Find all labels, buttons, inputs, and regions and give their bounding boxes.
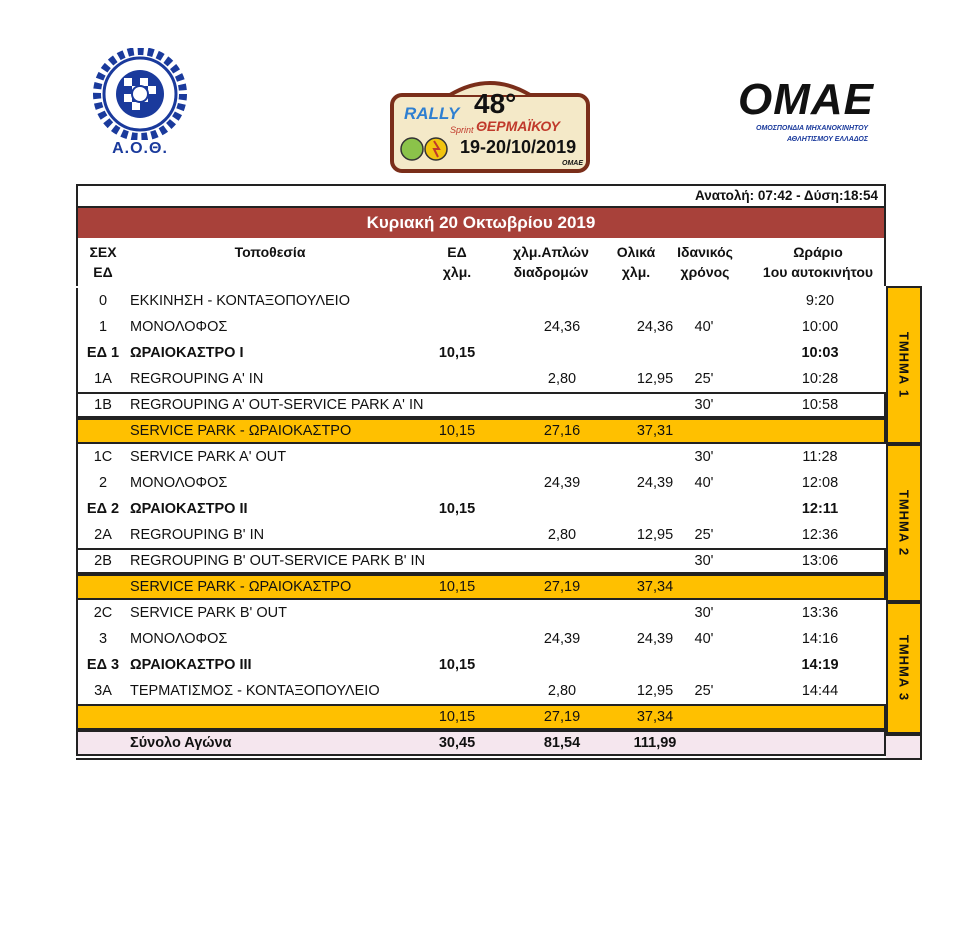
table-row	[76, 444, 886, 470]
cell-tot: 12,95	[636, 371, 674, 387]
cell-sec: ΕΔ 1	[86, 345, 120, 361]
cell-sch: 13:36	[801, 605, 839, 621]
table-header	[76, 238, 886, 286]
cell-loc: SERVICE PARK - ΩΡΑΙΟΚΑΣΤΡΟ	[130, 423, 352, 439]
cell-loc: REGROUPING B' IN	[130, 527, 265, 543]
cell-spl: 27,19	[543, 579, 581, 595]
cell-sch: 12:36	[801, 527, 839, 543]
cell-sec: 2C	[93, 605, 113, 621]
cell-sec: 1C	[93, 449, 113, 465]
table-row	[76, 314, 886, 340]
cell-ide: 30'	[694, 605, 714, 621]
cell-loc: SERVICE PARK - ΩΡΑΙΟΚΑΣΤΡΟ	[130, 579, 352, 595]
cell-sch: 14:16	[801, 631, 839, 647]
cell-tot: 37,34	[636, 579, 674, 595]
omae-wordmark: OMAE	[738, 75, 874, 124]
cell-tot: 37,34	[636, 709, 674, 725]
table-row	[76, 288, 886, 314]
cell-loc: Σύνολο Αγώνα	[130, 735, 232, 751]
omae-subtitle-1: ΟΜΟΣΠΟΝΔΙΑ ΜΗΧΑΝΟΚΙΝΗΤΟΥ	[756, 125, 868, 132]
table-row	[76, 496, 886, 522]
cell-spl: 2,80	[547, 683, 577, 699]
cell-sec: 3	[98, 631, 108, 647]
cell-loc: REGROUPING A' OUT-SERVICE PARK A' IN	[130, 397, 424, 413]
cell-spl: 2,80	[547, 527, 577, 543]
svg-text:19-20/10/2019: 19-20/10/2019	[460, 137, 577, 157]
table-row	[76, 366, 886, 392]
cell-loc: ΩΡΑΙΟΚΑΣΤΡΟ ΙΙ	[130, 501, 248, 517]
cell-sch: 10:00	[801, 319, 839, 335]
cell-sch: 14:19	[801, 657, 839, 673]
svg-text:ΘΕΡΜΑΪΚΟΥ: ΘΕΡΜΑΪΚΟΥ	[476, 118, 560, 134]
table-row	[76, 392, 886, 418]
cell-spl: 24,39	[543, 631, 581, 647]
header-location: Τοποθεσία	[234, 244, 306, 260]
svg-text:Sprint: Sprint	[450, 125, 474, 135]
cell-ide: 30'	[694, 553, 714, 569]
section-2-label: ΤΜΗΜΑ 2	[886, 444, 922, 602]
cell-ide: 40'	[694, 475, 714, 491]
cell-sch: 10:03	[801, 345, 839, 361]
header-total-km: Ολικά χλμ.	[616, 244, 656, 280]
aoo-abbreviation: Α.Ο.Θ.	[112, 140, 168, 157]
section-3-label: ΤΜΗΜΑ 3	[886, 602, 922, 734]
cell-tot: 24,39	[636, 631, 674, 647]
cell-sec: 0	[98, 293, 108, 309]
svg-text:48°: 48°	[474, 88, 517, 119]
cell-ide: 30'	[694, 397, 714, 413]
cell-loc: ΜΟΝΟΛΟΦΟΣ	[130, 319, 228, 335]
header-schedule: Ωράριο 1ου αυτοκινήτου	[762, 244, 874, 280]
cell-tot: 111,99	[633, 735, 677, 751]
header-ss-km: ΕΔ χλμ.	[442, 244, 472, 280]
cell-loc: SERVICE PARK B' OUT	[130, 605, 287, 621]
cell-ed: 30,45	[438, 735, 476, 751]
cell-tot: 12,95	[636, 527, 674, 543]
cell-tot: 24,36	[636, 319, 674, 335]
cell-ide: 40'	[694, 319, 714, 335]
cell-loc: ΩΡΑΙΟΚΑΣΤΡΟ ΙΙΙ	[130, 657, 252, 673]
cell-ide: 25'	[694, 527, 714, 543]
cell-ide: 30'	[694, 449, 714, 465]
cell-sec: 2A	[94, 527, 112, 543]
rally-badge-icon	[390, 73, 592, 173]
omae-subtitle-2: ΑΘΛΗΤΙΣΜΟΥ ΕΛΛΑΔΟΣ	[787, 136, 868, 143]
cell-tot: 12,95	[636, 683, 674, 699]
cell-sch: 10:28	[801, 371, 839, 387]
cell-spl: 2,80	[547, 371, 577, 387]
table-row	[76, 626, 886, 652]
cell-tot: 24,39	[636, 475, 674, 491]
cell-ed: 10,15	[438, 579, 476, 595]
cell-sec: 1	[98, 319, 108, 335]
header-liaison-km: χλμ.Απλών διαδρομών	[513, 244, 589, 280]
table-row	[76, 678, 886, 704]
day-title: Κυριακή 20 Οκτωβρίου 2019	[76, 208, 886, 238]
cell-sch: 14:44	[801, 683, 839, 699]
cell-sec: 2B	[94, 553, 112, 569]
cell-sec: 1A	[94, 371, 112, 387]
cell-ed: 10,15	[438, 657, 476, 673]
table-bottom-border	[76, 758, 922, 760]
cell-sec: ΕΔ 3	[86, 657, 120, 673]
cell-loc: ΜΟΝΟΛΟΦΟΣ	[130, 631, 228, 647]
svg-text:RALLY: RALLY	[404, 104, 460, 123]
cell-ed: 10,15	[438, 345, 476, 361]
cell-loc: REGROUPING A' IN	[130, 371, 264, 387]
service-row	[76, 418, 886, 444]
cell-loc: SERVICE PARK A' OUT	[130, 449, 287, 465]
cell-spl: 27,16	[543, 423, 581, 439]
rally-logo	[390, 73, 592, 173]
cell-loc: ΜΟΝΟΛΟΦΟΣ	[130, 475, 228, 491]
cell-ide: 40'	[694, 631, 714, 647]
cell-spl: 24,39	[543, 475, 581, 491]
cell-loc: ΕΚΚΙΝΗΣΗ - ΚΟΝΤΑΞΟΠΟΥΛΕΙΟ	[130, 293, 350, 309]
table-row	[76, 522, 886, 548]
table-row	[76, 600, 886, 626]
cell-sch: 9:20	[805, 293, 835, 309]
aoo-emblem-icon	[92, 48, 188, 140]
omae-logo	[738, 75, 874, 148]
cell-sec: ΕΔ 2	[86, 501, 120, 517]
cell-ed: 10,15	[438, 501, 476, 517]
cell-ed: 10,15	[438, 423, 476, 439]
table-row	[76, 548, 886, 574]
cell-sch: 10:58	[801, 397, 839, 413]
cell-sec: 3A	[94, 683, 112, 699]
section-total-cell	[886, 734, 922, 760]
cell-ide: 25'	[694, 683, 714, 699]
cell-sch: 13:06	[801, 553, 839, 569]
header-ideal-time: Ιδανικός χρόνος	[677, 244, 733, 280]
section-1-label: ΤΜΗΜΑ 1	[886, 286, 922, 444]
cell-sec: 1B	[94, 397, 112, 413]
table-row	[76, 470, 886, 496]
cell-ide: 25'	[694, 371, 714, 387]
cell-spl: 27,19	[543, 709, 581, 725]
cell-sec: 2	[98, 475, 108, 491]
service-row	[76, 574, 886, 600]
cell-loc: REGROUPING B' OUT-SERVICE PARK B' IN	[130, 553, 426, 569]
cell-spl: 24,36	[543, 319, 581, 335]
header-sec: ΣΕΧ ΕΔ	[89, 244, 117, 280]
cell-loc: ΤΕΡΜΑΤΙΣΜΟΣ - ΚΟΝΤΑΞΟΠΟΥΛΕΙΟ	[130, 683, 380, 699]
sunrise-sunset: Ανατολή: 07:42 - Δύση:18:54	[76, 184, 886, 208]
cell-tot: 37,31	[636, 423, 674, 439]
table-row	[76, 340, 886, 366]
total-row	[76, 730, 886, 756]
cell-loc: ΩΡΑΙΟΚΑΣΤΡΟ Ι	[130, 345, 244, 361]
cell-sch: 11:28	[802, 449, 838, 465]
service-row	[76, 704, 886, 730]
svg-text:OMAE: OMAE	[562, 160, 583, 167]
cell-sch: 12:08	[801, 475, 839, 491]
table-row	[76, 652, 886, 678]
aoo-logo	[92, 48, 188, 166]
cell-spl: 81,54	[543, 735, 581, 751]
cell-sch: 12:11	[801, 501, 839, 517]
cell-ed: 10,15	[438, 709, 476, 725]
